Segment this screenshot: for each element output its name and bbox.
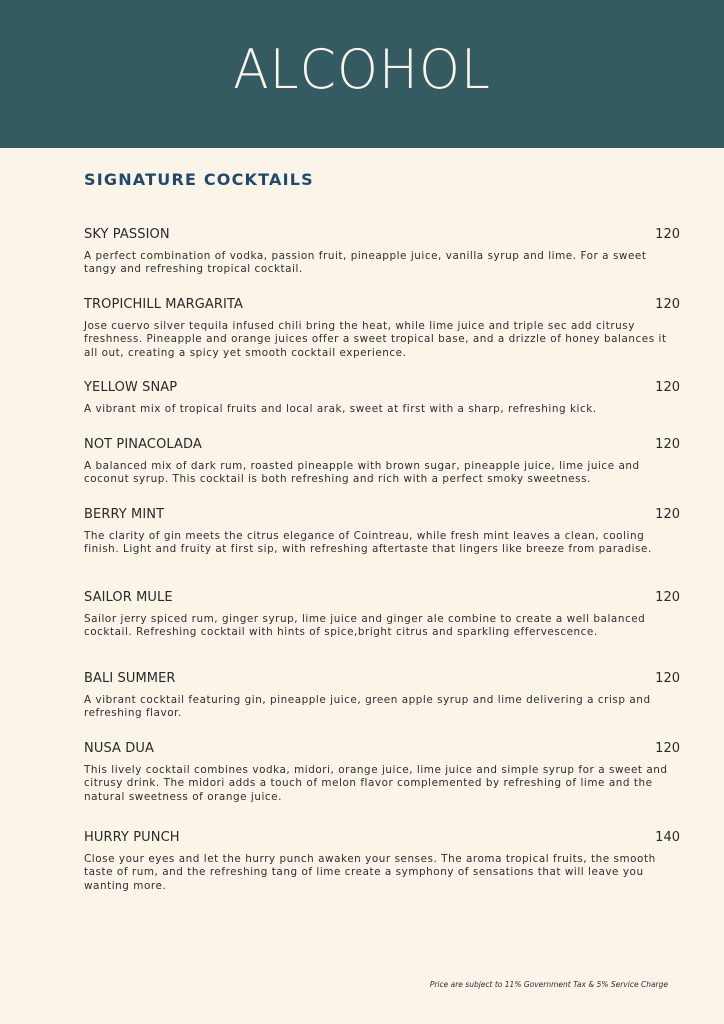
menu-item-description: This lively cocktail combines vodka, midori, orange juice, lime juice and simple syrup for a sweet and citrusy drink. The midori adds a touch of melon flavor complemented by refreshing of lime and the natural sweetness of orange juice. bbox=[84, 764, 668, 803]
menu-item-description: Close your eyes and let the hurry punch awaken your senses. The aroma tropical fruits, the smooth taste of rum, and the refreshing tang of lime create a symphony of sensations that will leave you wanting more. bbox=[84, 853, 656, 892]
menu-item-name: SAILOR MULE bbox=[84, 590, 173, 605]
menu-item-price: 120 bbox=[655, 380, 680, 395]
menu-item bbox=[84, 830, 680, 893]
menu-item-name: NOT PINACOLADA bbox=[84, 437, 202, 452]
menu-item-name: SKY PASSION bbox=[84, 227, 170, 242]
menu-item-description: A balanced mix of dark rum, roasted pineapple with brown sugar, pineapple juice, lime juice and coconut syrup. This cocktail is both refreshing and rich with a perfect smoky sweetness. bbox=[84, 460, 640, 486]
menu-item-description: The clarity of gin meets the citrus elegance of Cointreau, while fresh mint leaves a clean, cooling finish. Light and fruity at first sip, with refreshing aftertaste that lingers like breeze from paradise. bbox=[84, 530, 652, 556]
menu-item-name: HURRY PUNCH bbox=[84, 830, 180, 845]
menu-item-description: Sailor jerry spiced rum, ginger syrup, lime juice and ginger ale combine to create a well balanced cocktail. Refreshing cocktail with hints of spice,bright citrus and sparkling effervescence. bbox=[84, 613, 646, 639]
menu-item-price: 120 bbox=[655, 671, 680, 686]
menu-item-price: 120 bbox=[655, 227, 680, 242]
menu-item-description: A perfect combination of vodka, passion fruit, pineapple juice, vanilla syrup and lime. For a sweet tangy and refreshing tropical cocktail. bbox=[84, 250, 647, 276]
menu-item bbox=[84, 507, 680, 557]
menu-item-name: YELLOW SNAP bbox=[84, 380, 178, 395]
tax-note: Price are subject to 11% Government Tax & 5% Service Charge bbox=[429, 980, 668, 989]
menu-item-price: 120 bbox=[655, 297, 680, 312]
menu-item-name: BERRY MINT bbox=[84, 507, 165, 522]
section-title: SIGNATURE COCKTAILS bbox=[84, 170, 314, 189]
menu-item-name: NUSA DUA bbox=[84, 741, 154, 756]
menu-item bbox=[84, 380, 680, 416]
page-title: ALCOHOL bbox=[233, 38, 491, 102]
menu-item bbox=[84, 227, 680, 277]
menu-item bbox=[84, 671, 680, 721]
menu-item-name: BALI SUMMER bbox=[84, 671, 176, 686]
menu-item-description: A vibrant mix of tropical fruits and local arak, sweet at first with a sharp, refreshing kick. bbox=[84, 403, 597, 415]
menu-item-description: A vibrant cocktail featuring gin, pineapple juice, green apple syrup and lime delivering a crisp and refreshing flavor. bbox=[84, 694, 651, 720]
menu-item-name: TROPICHILL MARGARITA bbox=[84, 297, 243, 312]
menu-item-description: Jose cuervo silver tequila infused chili bring the heat, while lime juice and triple sec add citrusy freshness. Pineapple and orange juices offer a sweet tropical base, and a drizzle of honey balances it all out, creating a spicy yet smooth cocktail experience. bbox=[84, 320, 667, 359]
menu-item-price: 140 bbox=[655, 830, 680, 845]
menu-item-price: 120 bbox=[655, 507, 680, 522]
menu-item-price: 120 bbox=[655, 741, 680, 756]
menu-item bbox=[84, 297, 680, 360]
menu-item-price: 120 bbox=[655, 437, 680, 452]
menu-item bbox=[84, 590, 680, 640]
menu-item bbox=[84, 741, 680, 804]
menu-item-price: 120 bbox=[655, 590, 680, 605]
header-banner bbox=[0, 0, 724, 148]
menu-item bbox=[84, 437, 680, 487]
